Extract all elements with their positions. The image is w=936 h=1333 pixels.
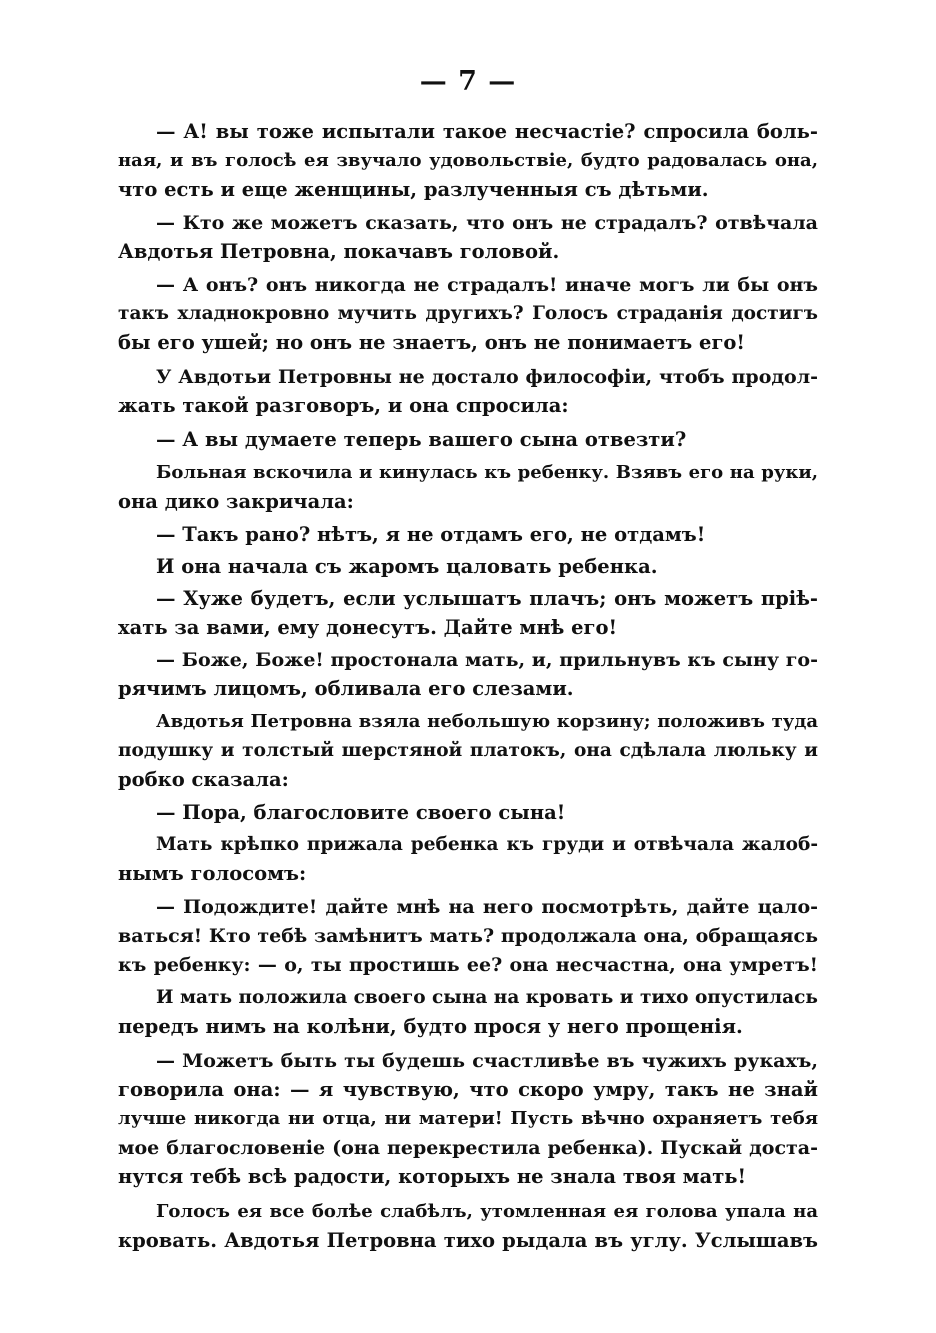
text-line: — А! вы тоже испытали такое несчастіе? спросила боль- — [156, 120, 818, 143]
text-line: передъ нимъ на колѣни, будто прося у него прощенія. — [118, 1015, 743, 1038]
text-line: лучше никогда ни отца, ни матери! Пусть вѣчно охраняетъ тебя — [118, 1108, 818, 1129]
text-line: Больная вскочила и кинулась къ ребенку. Взявъ его на руки, — [156, 462, 818, 483]
text-line: говорила она: — я чувствую, что скоро умру, такъ не знай — [118, 1078, 818, 1101]
text-line: ная, и въ голосѣ ея звучало удовольствіе, будто радовалась она, — [118, 150, 818, 171]
text-line: Мать крѣпко прижала ребенка къ груди и отвѣчала жалоб- — [156, 834, 818, 855]
text-line: кровать. Авдотья Петровна тихо рыдала въ углу. Услышавъ — [118, 1229, 818, 1252]
text-line: — А онъ? онъ никогда не страдалъ! иначе могъ ли бы онъ — [156, 274, 818, 296]
text-line: — Можетъ быть ты будешь счастливѣе въ чужихъ рукахъ, — [156, 1050, 818, 1072]
text-line: робко сказала: — [118, 768, 289, 791]
text-line: Авдотья Петровна взяла небольшую корзину; положивъ туда — [156, 711, 818, 732]
text-line: хать за вами, ему донесутъ. Дайте мнѣ его! — [118, 616, 618, 639]
text-line: что есть и еще женщины, разлученныя съ дѣтьми. — [118, 178, 709, 201]
text-line: жать такой разговоръ, и она спросила: — [118, 394, 569, 417]
text-line: И мать положила своего сына на кровать и тихо опустилась — [156, 987, 818, 1008]
text-line: ваться! Кто тебѣ замѣнитъ мать? продолжала она, обращаясь — [118, 925, 818, 947]
text-line: — Кто же можетъ сказать, что онъ не страдалъ? отвѣчала — [156, 212, 818, 234]
text-line: И она начала съ жаромъ цаловать ребенка. — [156, 555, 658, 578]
text-line: она дико закричала: — [118, 490, 354, 513]
text-line: У Авдотьи Петровны не достало философіи, чтобъ продол- — [156, 366, 818, 388]
text-line: — А вы думаете теперь вашего сына отвезти? — [156, 428, 687, 451]
text-line: такъ хладнокровно мучить другихъ? Голосъ страданія достигъ — [118, 303, 818, 324]
text-line: Авдотья Петровна, покачавъ головой. — [118, 240, 560, 263]
text-line: — Такъ рано? нѣтъ, я не отдамъ его, не отдамъ! — [156, 523, 706, 546]
text-line: къ ребенку: — о, ты простишь ее? она несчастна, она умретъ! — [118, 954, 818, 976]
text-line: нымъ голосомъ: — [118, 862, 307, 885]
text-line: — Хуже будетъ, если услышатъ плачъ; онъ можетъ пріѣ- — [156, 587, 818, 610]
text-line: подушку и толстый шерстяной платокъ, она сдѣлала люльку и — [118, 740, 818, 761]
text-line: — Пора, благословите своего сына! — [156, 801, 566, 824]
text-line: мое благословеніе (она перекрестила ребенка). Пускай доста- — [118, 1137, 818, 1159]
text-line: — Боже, Боже! простонала мать, и, прильнувъ къ сыну го- — [156, 649, 818, 671]
text-line: нутся тебѣ всѣ радости, которыхъ не знала твоя мать! — [118, 1165, 747, 1188]
text-line: бы его ушей; но онъ не знаетъ, онъ не понимаетъ его! — [118, 331, 745, 354]
page-number: — 7 — — [419, 66, 517, 97]
text-line: — Подождите! дайте мнѣ на него посмотрѣть, дайте цало- — [156, 896, 818, 918]
text-line: Голосъ ея все болѣе слабѣлъ, утомленная ея голова упала на — [156, 1201, 818, 1222]
text-line: рячимъ лицомъ, обливала его слезами. — [118, 677, 574, 700]
